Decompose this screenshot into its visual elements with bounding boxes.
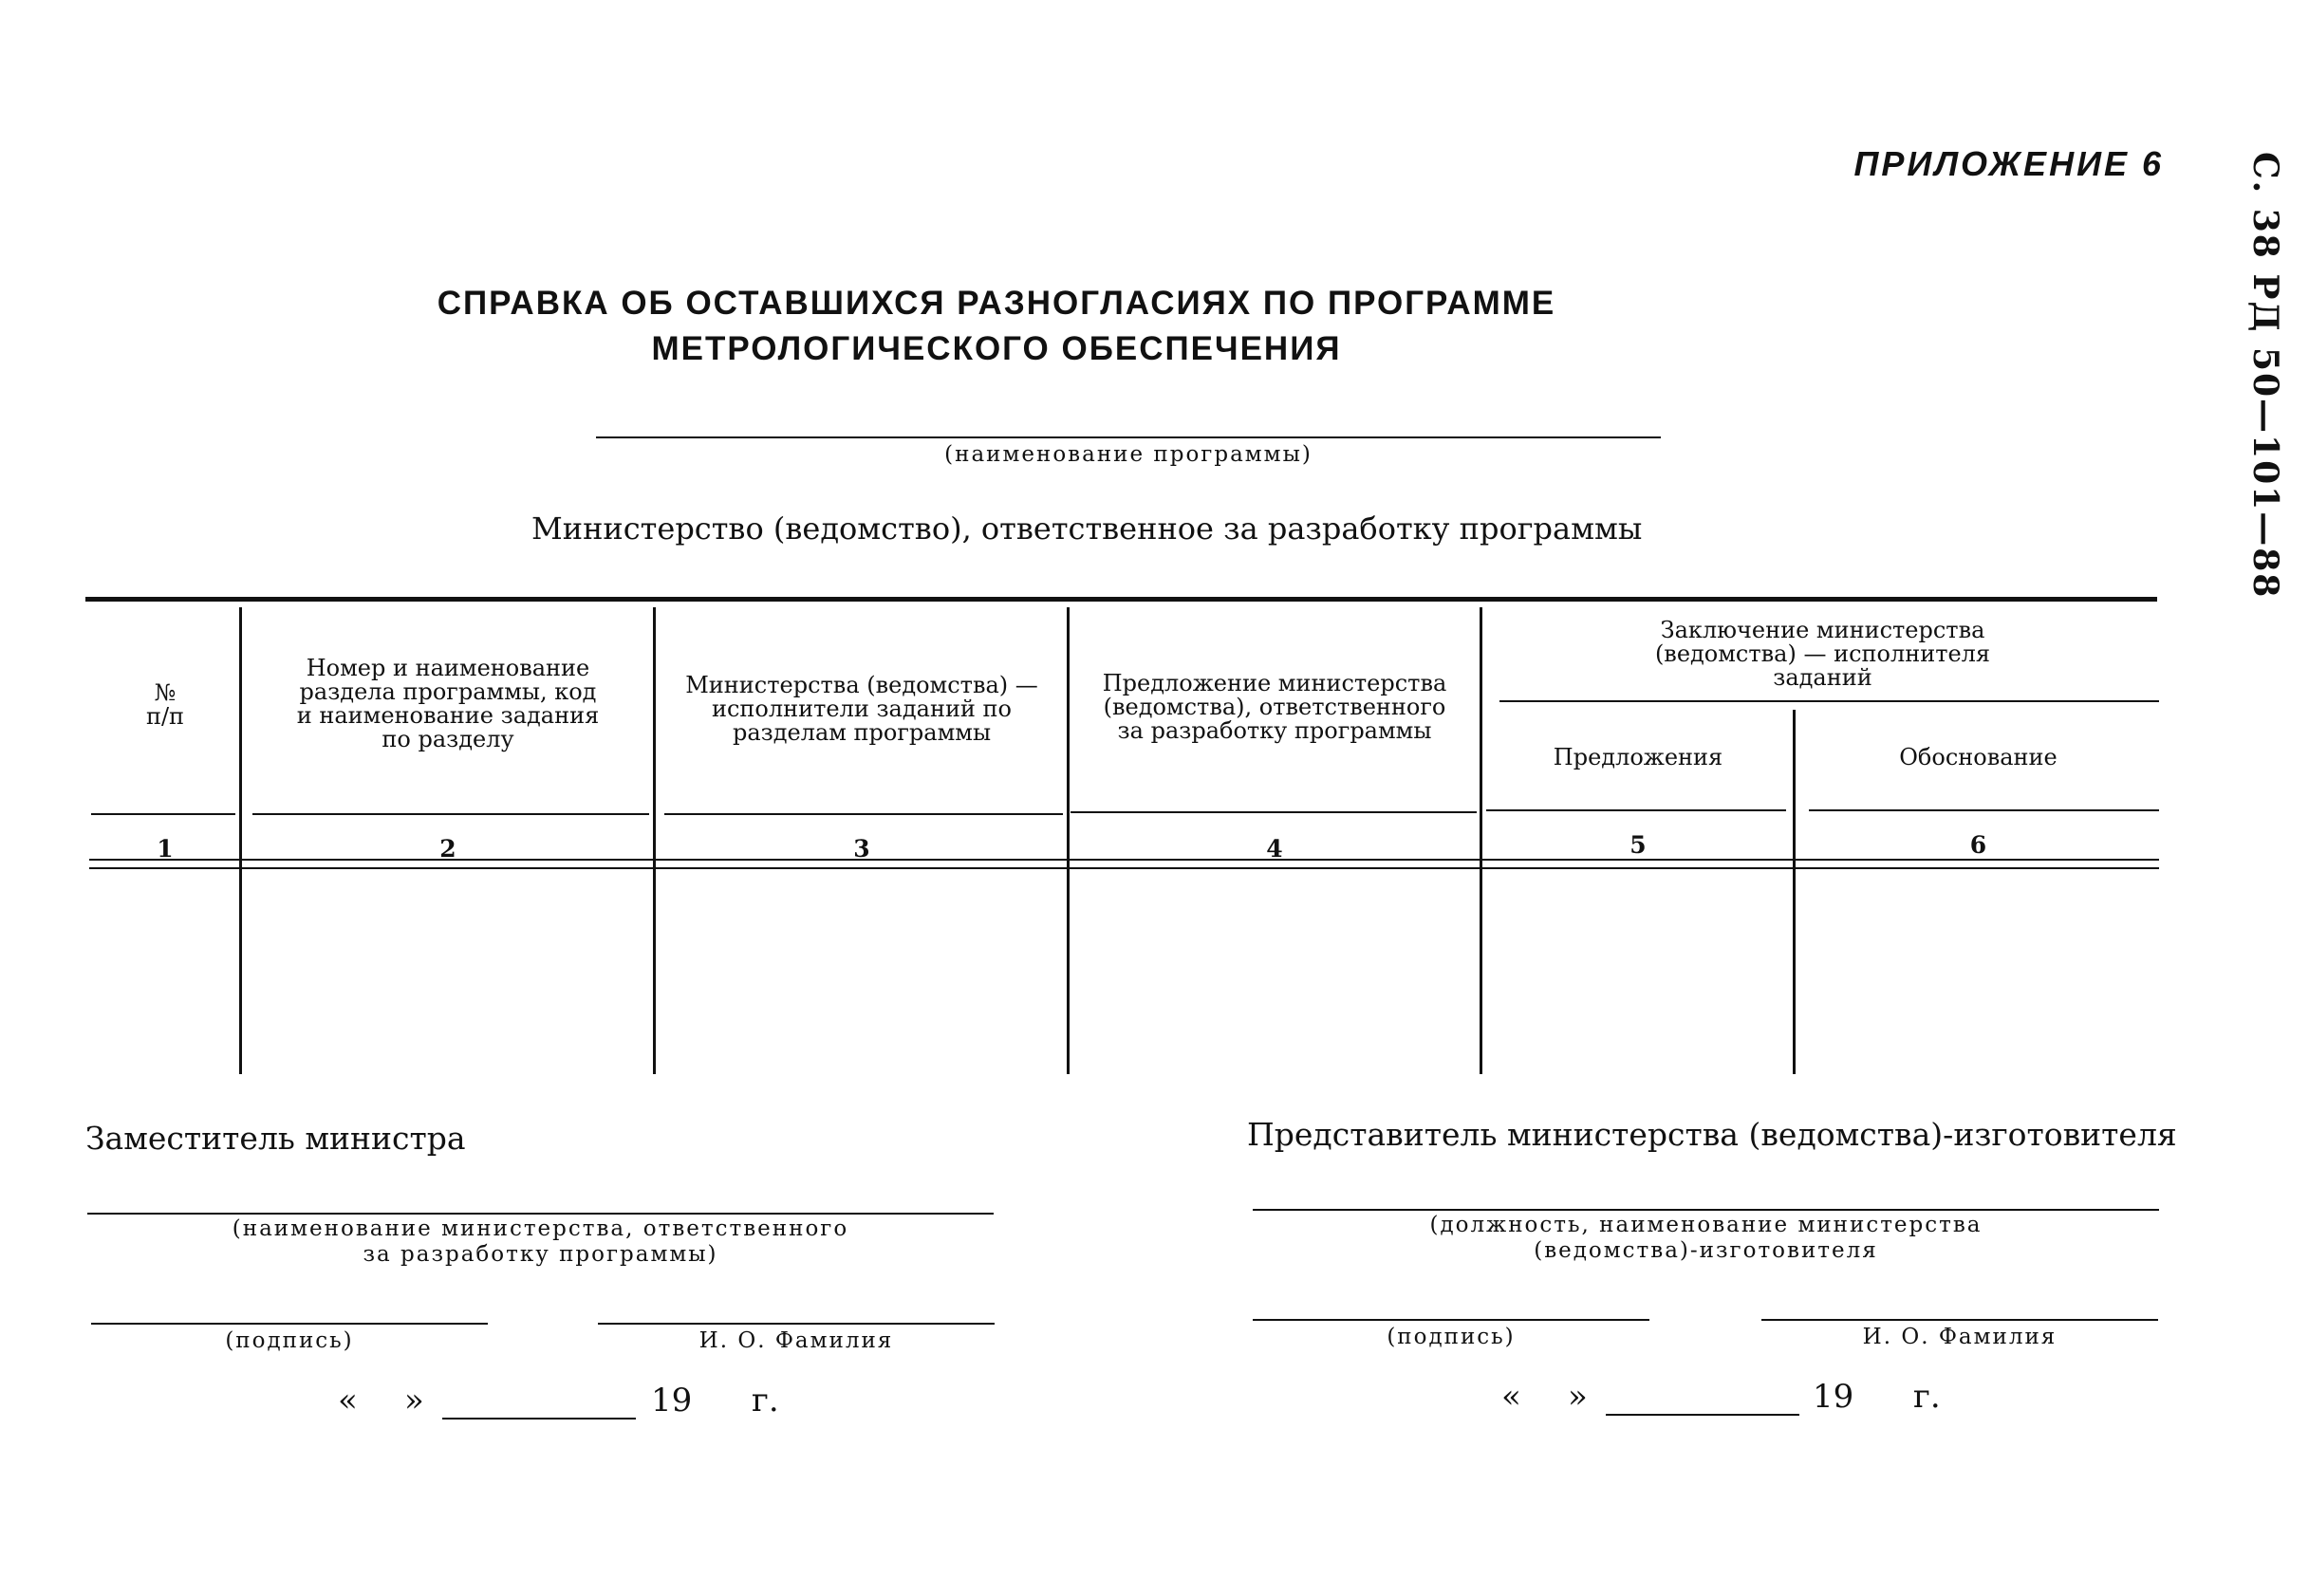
name-caption: И. О. Фамилия [1862, 1325, 2058, 1349]
date-year-suffix: г. [1913, 1378, 1941, 1416]
title-line-2: МЕТРОЛОГИЧЕСКОГО ОБЕСПЕЧЕНИЯ [651, 330, 1342, 367]
col-header-number: № п/п [145, 679, 185, 730]
col-header-proposals: Предложения [1553, 744, 1723, 770]
signature-heading: Заместитель министра [85, 1120, 466, 1157]
date-line [1606, 1414, 1799, 1416]
date-year: 19 [1813, 1378, 1854, 1416]
column-number: 4 [1266, 835, 1283, 863]
header-bottom-rule [664, 813, 1063, 815]
column-number: 5 [1629, 831, 1647, 859]
name-line [598, 1323, 995, 1325]
ministry-name-caption: (наименование министерства, ответственного за разработку программы) [232, 1216, 849, 1267]
position-name-line [1253, 1209, 2159, 1211]
column-number: 6 [1969, 831, 1987, 859]
program-name-caption: (наименование программы) [944, 442, 1313, 467]
date-open-quote: « [1501, 1378, 1521, 1416]
date-year-suffix: г. [752, 1382, 779, 1420]
col-header-justification: Обоснование [1899, 744, 2058, 770]
date-year: 19 [651, 1382, 693, 1420]
column-number: 1 [157, 835, 174, 863]
column-divider [1793, 710, 1796, 1074]
header-bottom-rule [252, 813, 649, 815]
col-header-section: Номер и наименование раздела программы, код и наименование задания по разделу [296, 655, 600, 752]
col-header-executors: Министерства (ведомства) — исполнители заданий по разделам программы [685, 672, 1038, 746]
program-name-line [596, 436, 1661, 438]
page-reference: С. 38 РД 50—101—88 [2245, 152, 2285, 600]
document-title [285, 281, 1708, 372]
column-number: 3 [853, 835, 870, 863]
title-line-1: СПРАВКА ОБ ОСТАВШИХСЯ РАЗНОГЛАСИЯХ ПО ПРОГРАММЕ [437, 285, 1556, 322]
ministry-name-line [87, 1213, 994, 1215]
column-divider [1067, 607, 1070, 1074]
col-header-proposal: Предложение министерства (ведомства), ответственного за разработку программы [1102, 670, 1447, 744]
header-bottom-rule [1071, 811, 1477, 813]
name-line [1761, 1319, 2158, 1321]
responsible-ministry-line: Министерство (ведомство), ответственное за разработку программы [531, 510, 1643, 547]
date-close-quote: » [404, 1382, 424, 1420]
signature-heading: Представитель министерства (ведомства)-изготовителя [1247, 1116, 2177, 1153]
position-name-caption: (должность, наименование министерства (ведомства)-изготовителя [1429, 1213, 1983, 1263]
column-numbers-rule [89, 867, 2159, 869]
header-bottom-rule [1486, 809, 1786, 811]
signature-line [91, 1323, 488, 1325]
date-line [442, 1418, 636, 1420]
signature-caption: (подпись) [1387, 1325, 1516, 1349]
column-number: 2 [439, 835, 456, 863]
table-top-rule [85, 597, 2157, 602]
group-header-rule [1499, 700, 2159, 702]
appendix-label: ПРИЛОЖЕНИЕ 6 [1853, 144, 2164, 183]
name-caption: И. О. Фамилия [698, 1328, 894, 1353]
date-close-quote: » [1568, 1378, 1588, 1416]
header-bottom-rule [91, 813, 235, 815]
header-bottom-rule [1809, 809, 2159, 811]
signature-line [1253, 1319, 1649, 1321]
date-open-quote: « [338, 1382, 358, 1420]
column-divider [239, 607, 242, 1074]
signature-caption: (подпись) [225, 1328, 354, 1353]
column-divider [1480, 607, 1482, 1074]
column-divider [653, 607, 656, 1074]
col-header-conclusion: Заключение министерства (ведомства) — исполнителя заданий [1654, 617, 1991, 691]
